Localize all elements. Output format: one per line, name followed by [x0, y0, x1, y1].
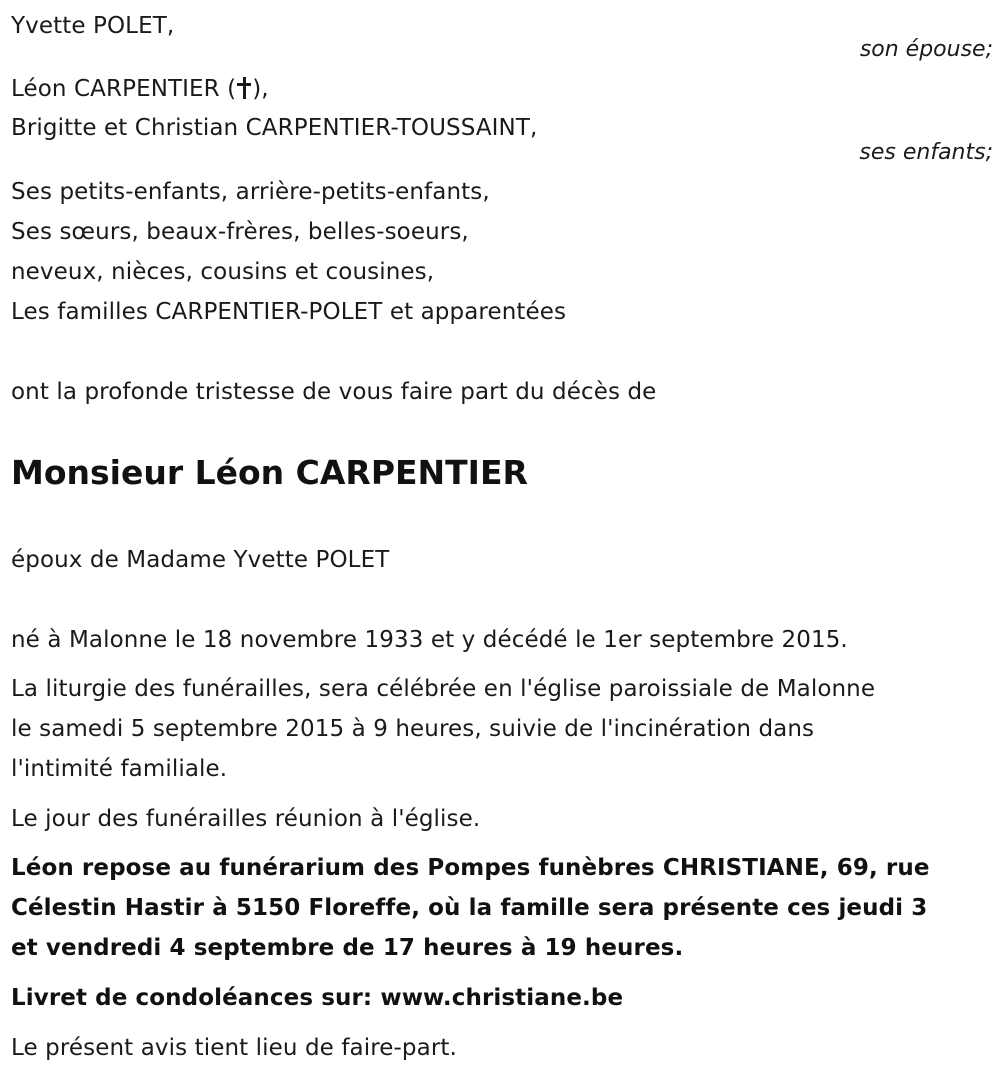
spouse-of-line: époux de Madame Yvette POLET [11, 547, 390, 573]
birth-death-line: né à Malonne le 18 novembre 1933 et y décédé le 1er septembre 2015. [11, 627, 848, 653]
announcement-intro: ont la profonde tristesse de vous faire part du décès de [11, 379, 657, 405]
liturgy-line-3: l'intimité familiale. [11, 756, 228, 782]
child-leon-name: Léon CARPENTIER ( [11, 76, 237, 102]
deceased-name: Monsieur Léon CARPENTIER [11, 453, 528, 492]
liturgy-line-2: le samedi 5 septembre 2015 à 9 heures, suivie de l'incinération dans [11, 716, 815, 742]
relatives-line-1: Ses petits-enfants, arrière-petits-enfants, [11, 179, 490, 205]
spouse-role: son épouse; [859, 37, 993, 62]
children-role: ses enfants; [859, 140, 993, 165]
funerarium-line-3: et vendredi 4 septembre de 17 heures à 19 heures. [11, 935, 684, 961]
funerarium-line-1: Léon repose au funérarium des Pompes funèbres CHRISTIANE, 69, rue [11, 855, 930, 881]
relatives-line-3: neveux, nièces, cousins et cousines, [11, 259, 435, 285]
meeting-line: Le jour des funérailles réunion à l'église. [11, 806, 481, 832]
funerarium-line-2: Célestin Hastir à 5150 Floreffe, où la famille sera présente ces jeudi 3 [11, 895, 928, 921]
condolences-line: Livret de condoléances sur: www.christiane.be [11, 985, 624, 1011]
liturgy-line-1: La liturgie des funérailles, sera célébrée en l'église paroissiale de Malonne [11, 676, 876, 702]
child-leon [11, 69, 269, 109]
closing-line: Le présent avis tient lieu de faire-part. [11, 1035, 457, 1061]
child-leon-suffix: ), [252, 76, 269, 102]
relatives-line-2: Ses sœurs, beaux-frères, belles-soeurs, [11, 219, 469, 245]
latin-cross-icon [237, 77, 251, 99]
child-brigitte-christian: Brigitte et Christian CARPENTIER-TOUSSAINT, [11, 115, 538, 141]
relatives-line-4: Les familles CARPENTIER-POLET et apparentées [11, 299, 567, 325]
obituary-notice [11, 0, 993, 1082]
spouse-name: Yvette POLET, [11, 13, 175, 39]
